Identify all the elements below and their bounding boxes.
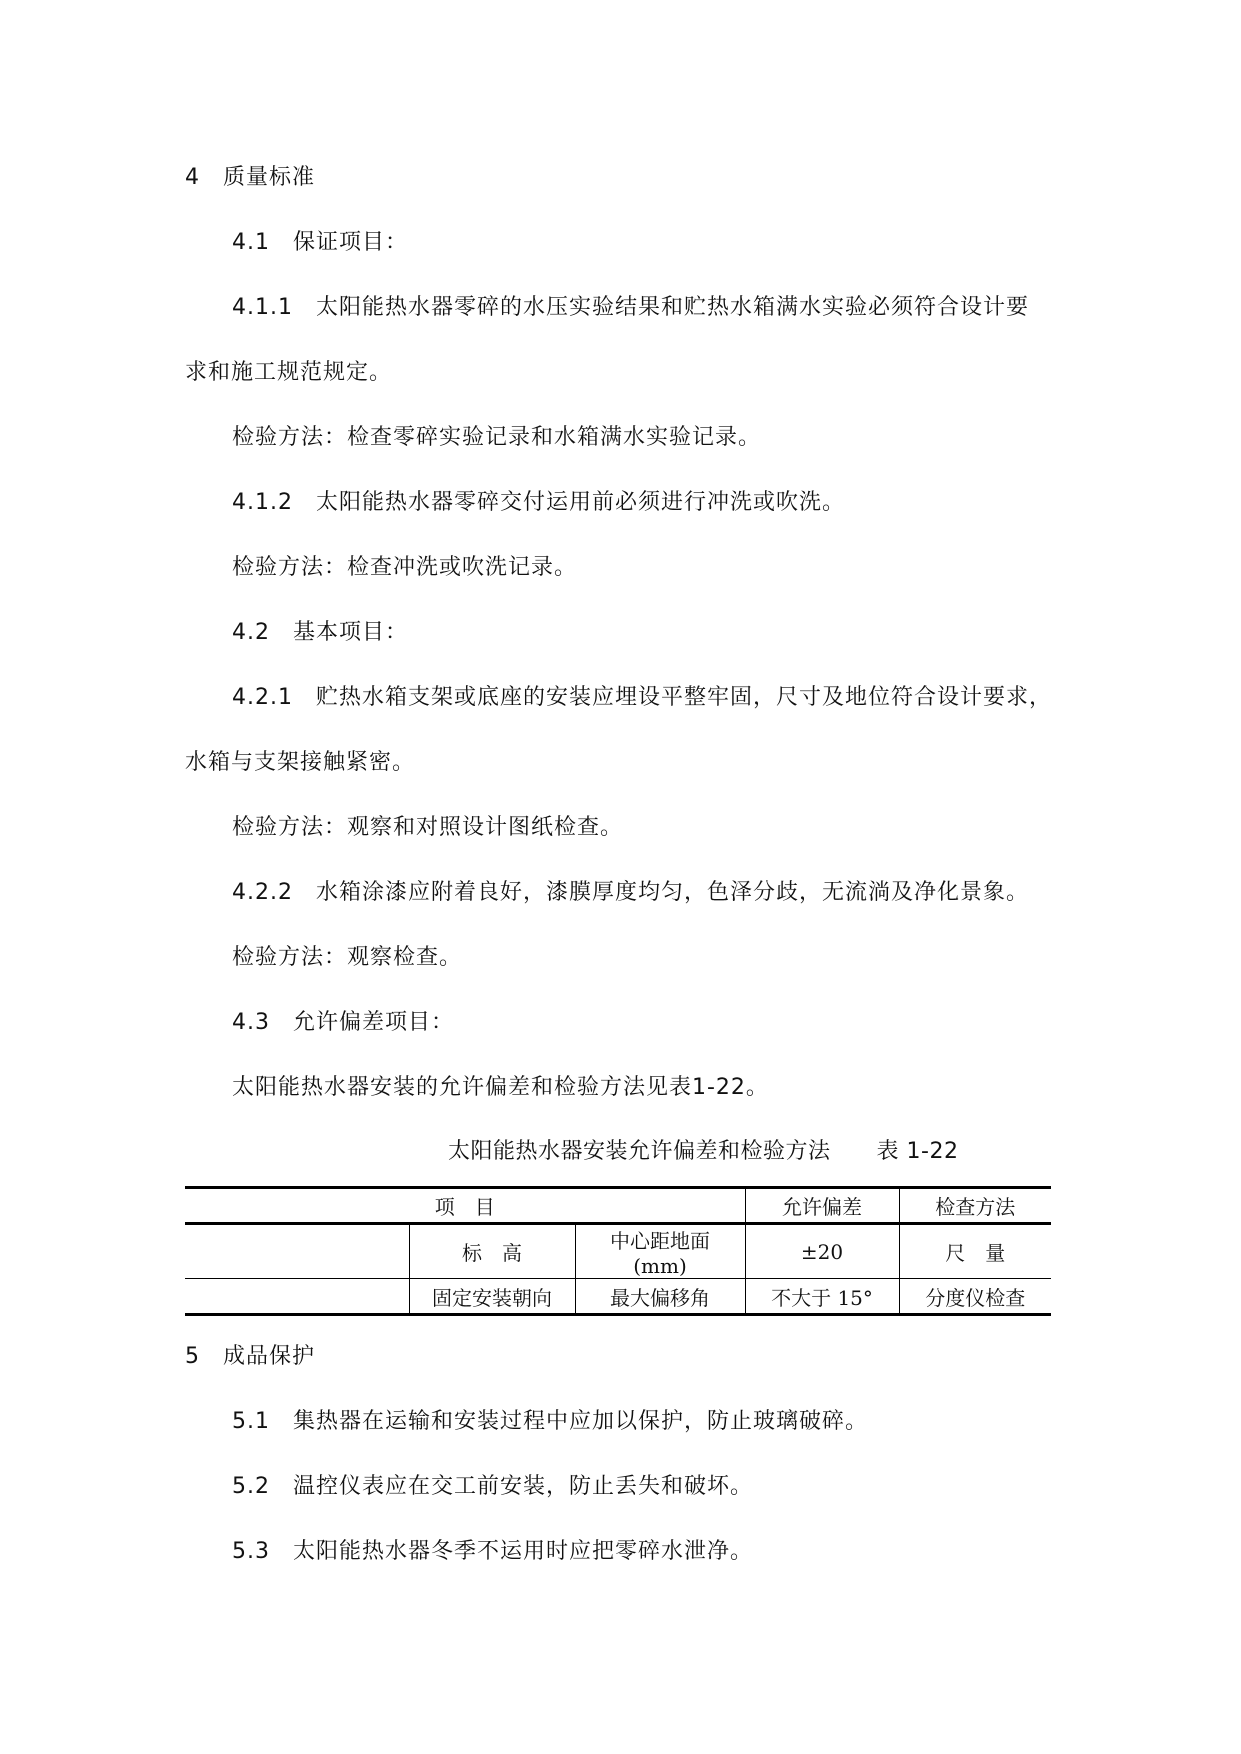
- inspection-method-4-2-1: 检验方法：观察和对照设计图纸检查。: [232, 815, 624, 840]
- table-row: [185, 1279, 1051, 1315]
- section-heading-4: 4 质量标准: [185, 165, 315, 190]
- table-cell-item: 标 高: [409, 1224, 575, 1279]
- table-ref: 表 1-22: [876, 1139, 959, 1164]
- paragraph-4-1-1: 4.1.1 太阳能热水器零碎的水压实验结果和贮热水箱满水实验必须符合设计要: [232, 295, 1029, 320]
- table-caption: [448, 1137, 958, 1167]
- table-header-row: [185, 1188, 1051, 1224]
- tolerance-table: [185, 1186, 1051, 1316]
- paragraph-4-1-2: 4.1.2 太阳能热水器零碎交付运用前必须进行冲洗或吹洗。: [232, 490, 845, 515]
- table-title: 太阳能热水器安装允许偏差和检验方法: [448, 1139, 831, 1164]
- table-cell-group: [185, 1279, 409, 1315]
- subsection-4-1: 4.1 保证项目：: [232, 230, 408, 255]
- table-row: [185, 1224, 1051, 1279]
- header-method: 检查方法: [899, 1188, 1051, 1224]
- subsection-4-2: 4.2 基本项目：: [232, 620, 408, 645]
- table-cell-item: 固定安装朝向: [409, 1279, 575, 1315]
- paragraph-5-3: 5.3 太阳能热水器冬季不运用时应把零碎水泄净。: [232, 1539, 753, 1564]
- paragraph-5-1: 5.1 集热器在运输和安装过程中应加以保护，防止玻璃破碎。: [232, 1409, 868, 1434]
- table-cell-tolerance: ±20: [745, 1224, 899, 1279]
- paragraph-4-2-1: 4.2.1 贮热水箱支架或底座的安装应埋设平整牢固，尺寸及地位符合设计要求，: [232, 685, 1052, 710]
- section-heading-5: 5 成品保护: [185, 1344, 315, 1369]
- header-tolerance: 允许偏差: [745, 1188, 899, 1224]
- paragraph-4-2-1-cont: 水箱与支架接触紧密。: [185, 750, 416, 775]
- paragraph-4-2-2: 4.2.2 水箱涂漆应附着良好，漆膜厚度均匀，色泽分歧，无流淌及净化景象。: [232, 880, 1029, 905]
- paragraph-4-3: 太阳能热水器安装的允许偏差和检验方法见表1-22。: [232, 1075, 769, 1100]
- table-cell-tolerance: 不大于 15°: [745, 1279, 899, 1315]
- inspection-method-4-2-2: 检验方法：观察检查。: [232, 945, 463, 970]
- paragraph-4-1-1-cont: 求和施工规范规定。: [185, 360, 393, 385]
- header-item: 项 目: [185, 1188, 745, 1224]
- table-cell-group: [185, 1224, 409, 1279]
- inspection-method-4-1-1: 检验方法：检查零碎实验记录和水箱满水实验记录。: [232, 425, 762, 450]
- table-cell-method: 尺 量: [899, 1224, 1051, 1279]
- table-cell-method: 分度仪检查: [899, 1279, 1051, 1315]
- table-cell-condition: 中心距地面 (mm): [575, 1224, 745, 1279]
- table-cell-condition: 最大偏移角: [575, 1279, 745, 1315]
- subsection-4-3: 4.3 允许偏差项目：: [232, 1010, 454, 1035]
- inspection-method-4-1-2: 检验方法：检查冲洗或吹洗记录。: [232, 555, 578, 580]
- paragraph-5-2: 5.2 温控仪表应在交工前安装，防止丢失和破坏。: [232, 1474, 753, 1499]
